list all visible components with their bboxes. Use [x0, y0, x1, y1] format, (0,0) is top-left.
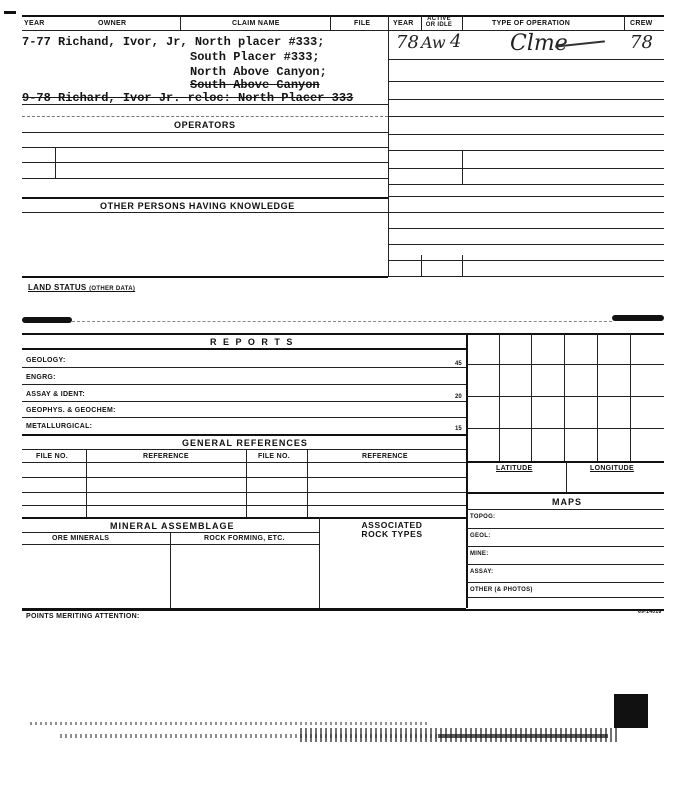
rule: [388, 244, 664, 245]
general-references-heading: GENERAL REFERENCES: [182, 438, 308, 448]
rule: [466, 528, 664, 529]
rule: [22, 147, 388, 148]
rule: [388, 276, 664, 277]
divider: [170, 532, 171, 608]
rule: [388, 168, 664, 169]
maps-assay: ASSAY:: [470, 569, 494, 575]
col-year-2: YEAR: [393, 20, 414, 27]
other-persons-heading: OTHER PERSONS HAVING KNOWLEDGE: [100, 201, 295, 211]
divider: [462, 255, 463, 277]
rule: [22, 417, 466, 418]
col-type-of-operation: TYPE OF OPERATION: [492, 20, 571, 27]
rule: [22, 162, 388, 163]
col-owner: OWNER: [98, 20, 127, 27]
rule: [22, 462, 466, 463]
reports-heading: R E P O R T S: [210, 337, 295, 347]
divider: [597, 333, 598, 461]
scan-smear-right: [612, 315, 664, 321]
entry-line-4: South Above Canyon: [190, 78, 320, 92]
rule: [22, 104, 388, 105]
rule: [22, 477, 466, 478]
divider: [566, 461, 567, 492]
points-meriting-label: POINTS MERITING ATTENTION:: [26, 613, 140, 620]
report-assay: ASSAY & IDENT:: [26, 391, 86, 398]
scan-noise: [30, 722, 430, 725]
rule: [22, 333, 664, 335]
col-claim-name: CLAIM NAME: [232, 20, 280, 27]
operators-heading: OPERATORS: [174, 120, 236, 130]
col-year: YEAR: [24, 20, 45, 27]
divider: [330, 15, 331, 30]
longitude-label: LONGITUDE: [590, 465, 634, 472]
col-file: FILE: [354, 20, 371, 27]
rule: [22, 132, 388, 133]
maps-mine: MINE:: [470, 551, 489, 557]
rule: [388, 99, 664, 100]
divider: [630, 333, 631, 461]
rule: [466, 461, 664, 463]
maps-other: OTHER (& PHOTOS): [470, 587, 533, 593]
rule: [22, 197, 388, 199]
rule: [22, 505, 466, 506]
handwritten-year: 78: [396, 32, 419, 53]
ore-minerals-label: ORE MINERALS: [52, 535, 110, 542]
report-metallurgical-num: 15: [455, 426, 462, 432]
land-status-title: LAND STATUS: [28, 283, 87, 292]
divider: [499, 333, 500, 461]
entry-line-5: 9-78 Richard, Ivor Jr. reloc: North Placer 333: [22, 91, 354, 105]
handwritten-type: Clme: [510, 31, 568, 56]
report-geophys: GEOPHYS. & GEOCHEM:: [26, 407, 116, 414]
entry-line-3: North Above Canyon;: [190, 65, 327, 79]
associated-rock-types-heading: ASSOCIATED ROCK TYPES: [361, 520, 423, 539]
col-active-idle: ACTIVE OR IDLE: [425, 16, 453, 28]
handwritten-crew: 78: [630, 32, 653, 53]
entry-line-2: South Placer #333;: [190, 50, 320, 64]
divider: [388, 15, 389, 277]
divider: [180, 15, 181, 30]
land-status-label: [28, 283, 135, 292]
rule: [466, 492, 664, 494]
report-assay-num: 20: [455, 394, 462, 400]
divider: [624, 15, 625, 30]
rule: [388, 150, 664, 151]
rule: [466, 428, 664, 429]
rule: [22, 384, 466, 385]
ref-file-no-1: FILE NO.: [36, 453, 68, 460]
rule: [388, 116, 664, 117]
divider: [421, 15, 422, 30]
rule: [72, 321, 612, 322]
scan-smear-left: [22, 317, 72, 323]
maps-geol: GEOL:: [470, 533, 491, 539]
divider: [307, 449, 308, 517]
rule: [466, 509, 664, 510]
rock-forming-label: ROCK FORMING, ETC.: [204, 535, 285, 542]
report-metallurgical: METALLURGICAL:: [26, 423, 93, 430]
rule: [388, 228, 664, 229]
rule: [466, 564, 664, 565]
rule: [466, 546, 664, 547]
rule: [466, 597, 664, 598]
rule: [388, 196, 664, 197]
rule: [22, 116, 388, 117]
rule: [388, 59, 664, 60]
rule: [22, 609, 664, 611]
col-crew: CREW: [630, 20, 653, 27]
handwritten-mark: 4: [450, 31, 462, 52]
land-status-sub: (OTHER DATA): [89, 286, 136, 292]
handwritten-active: Aw: [421, 33, 446, 52]
maps-topog: TOPOG:: [470, 514, 496, 520]
ref-file-no-2: FILE NO.: [258, 453, 290, 460]
divider: [564, 333, 565, 461]
mineral-assemblage-heading: MINERAL ASSEMBLAGE: [110, 521, 235, 531]
ref-reference-2: REFERENCE: [362, 453, 408, 460]
divider: [462, 15, 463, 30]
rule: [466, 582, 664, 583]
rule: [466, 396, 664, 397]
divider: [466, 333, 468, 608]
report-geology: GEOLOGY:: [26, 357, 66, 364]
divider: [55, 147, 56, 178]
rule: [22, 492, 466, 493]
rule: [22, 401, 466, 402]
rule: [22, 212, 388, 213]
entry-line-1: 7-77 Richand, Ivor, Jr, North placer #333;: [22, 35, 325, 49]
ref-reference-1: REFERENCE: [143, 453, 189, 460]
rule: [466, 364, 664, 365]
scan-block: [614, 694, 648, 728]
rule: [22, 434, 466, 436]
rule: [22, 517, 466, 519]
header-top-rule: [22, 15, 664, 17]
rule: [388, 134, 664, 135]
rule: [388, 184, 664, 185]
form-number: 69-14018: [638, 609, 662, 615]
report-geology-num: 45: [455, 361, 462, 367]
latitude-label: LATITUDE: [496, 465, 533, 472]
divider: [531, 333, 532, 461]
maps-heading: MAPS: [552, 497, 583, 507]
divider: [246, 449, 247, 517]
divider: [421, 255, 422, 277]
rule: [388, 212, 664, 213]
report-engrg: ENGRG:: [26, 374, 56, 381]
divider: [86, 449, 87, 517]
rule: [388, 81, 664, 82]
divider: [462, 150, 463, 184]
rule: [22, 276, 388, 278]
scan-smear: [438, 734, 608, 738]
divider: [319, 517, 320, 608]
rule: [22, 449, 466, 450]
rule: [22, 367, 466, 368]
rule: [22, 178, 388, 179]
rule: [388, 260, 664, 261]
scan-mark: [4, 11, 16, 14]
rule: [22, 348, 466, 350]
